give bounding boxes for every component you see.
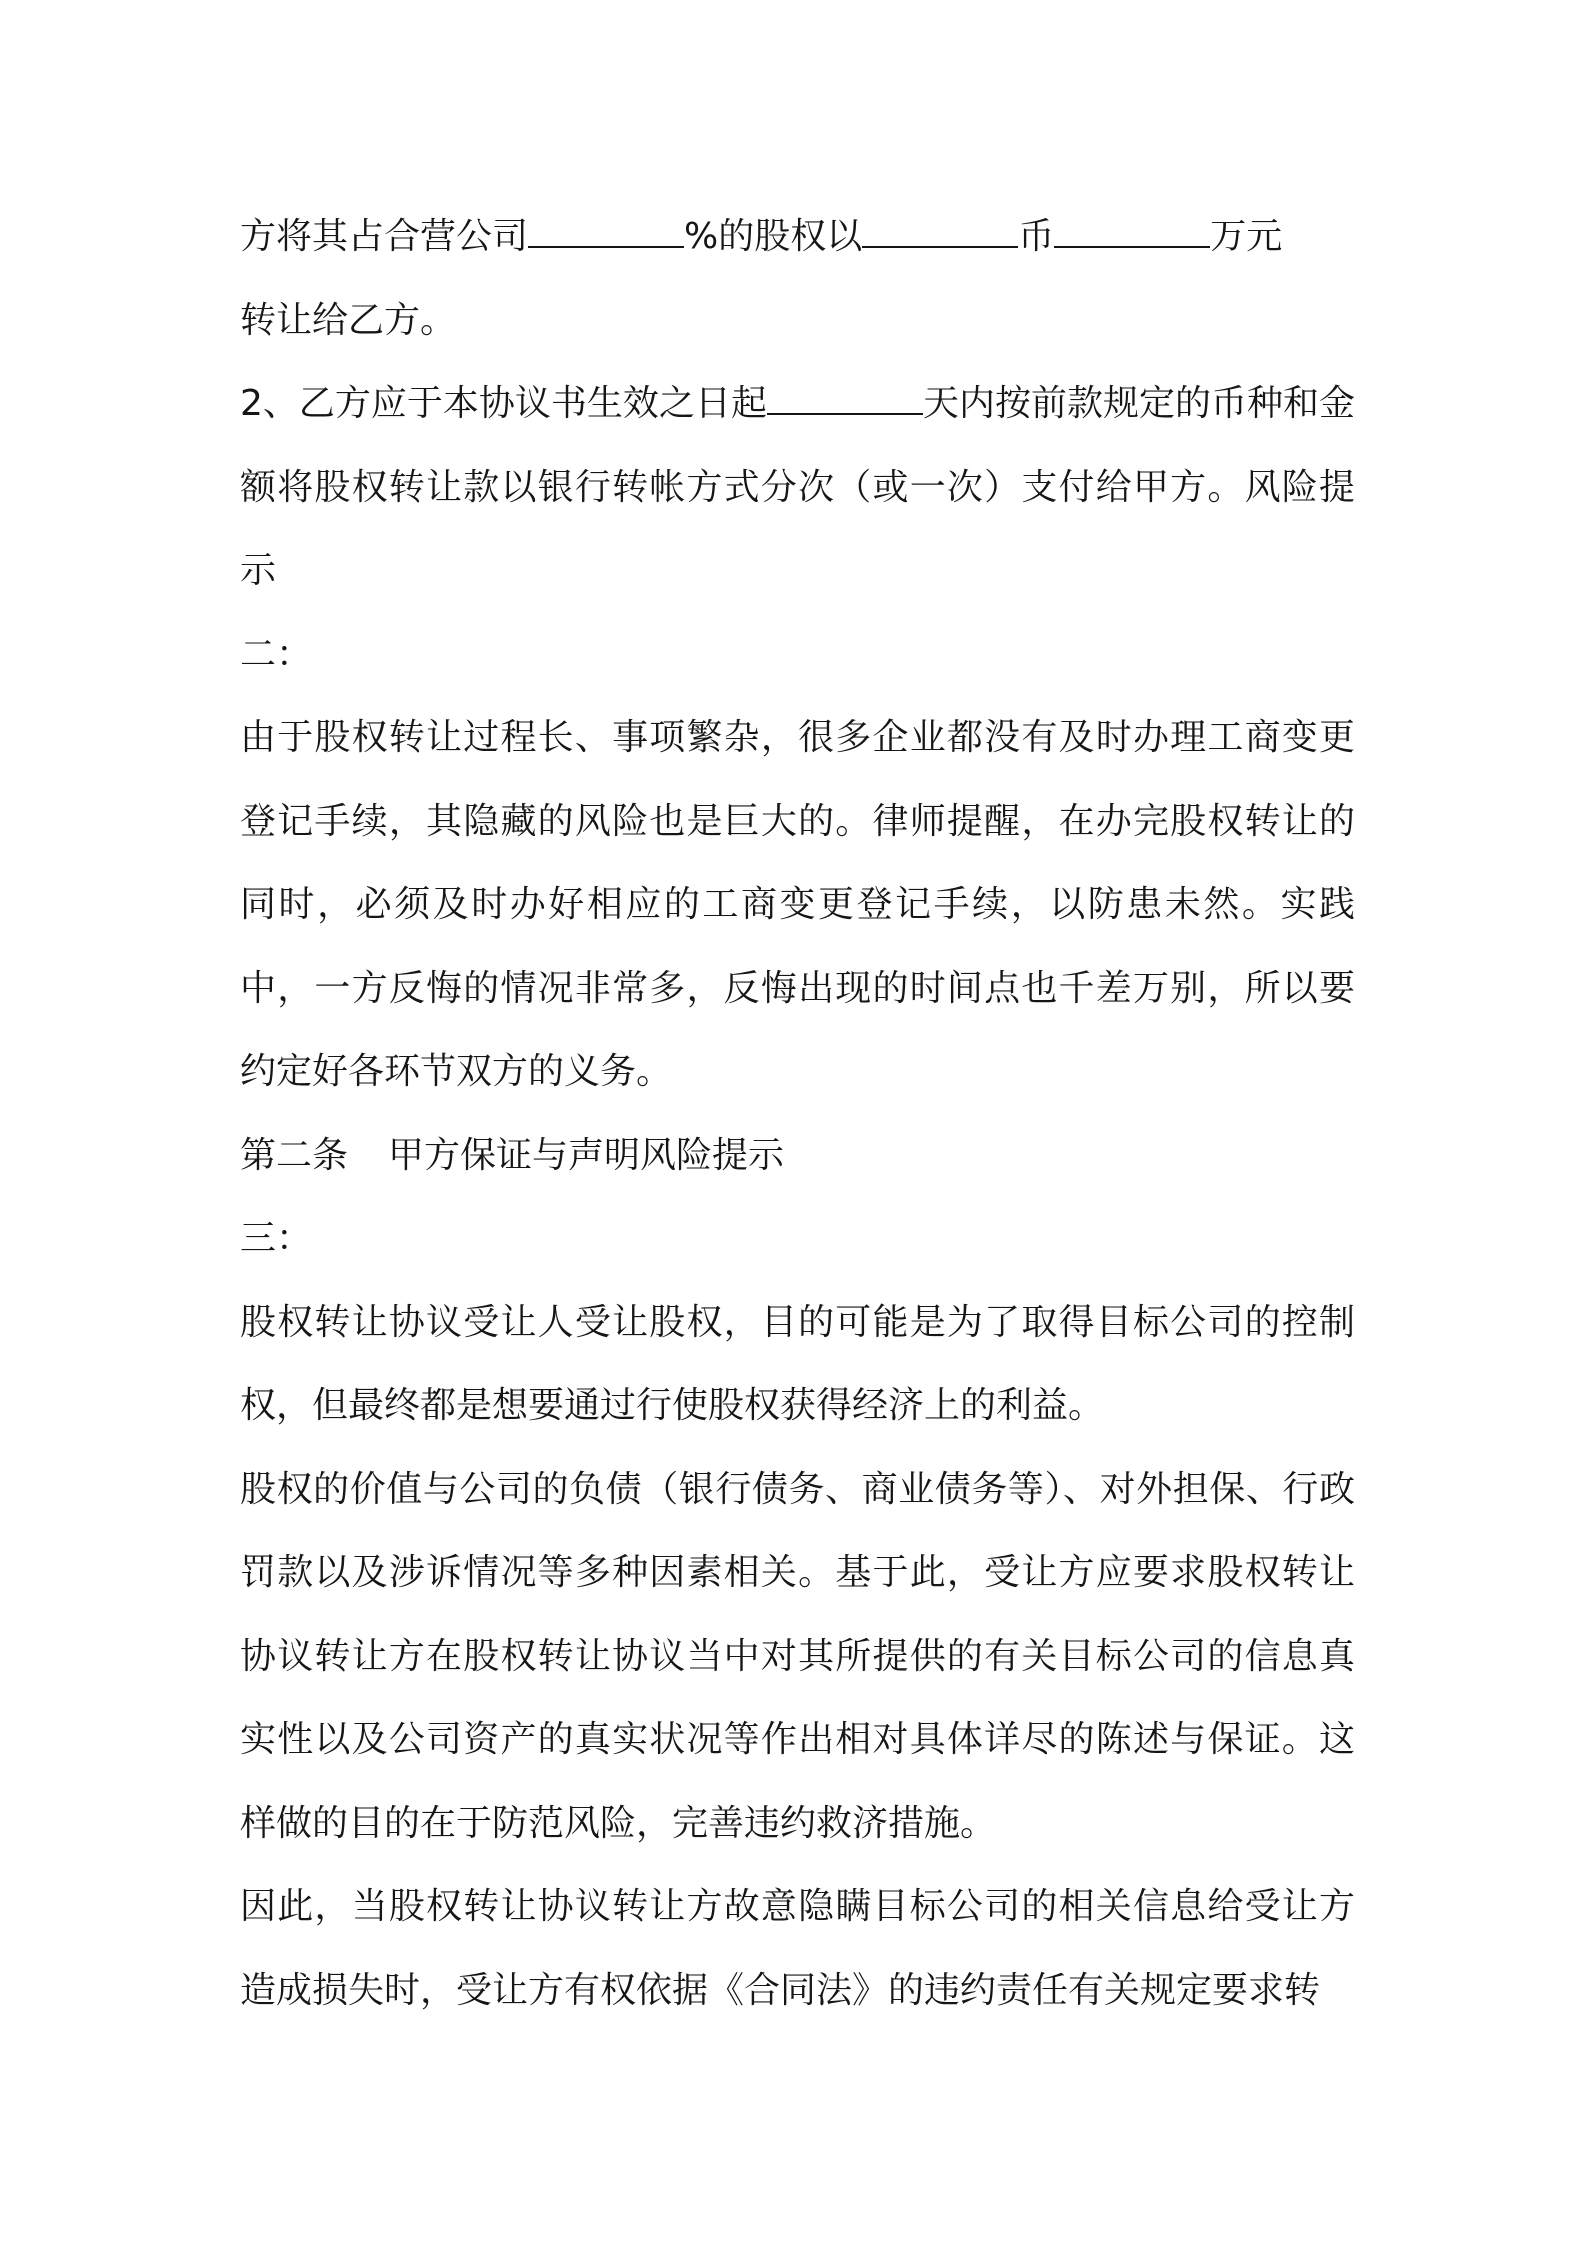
paragraph-5: 股权的价值与公司的负债（银行债务、商业债务等）、对外担保、行政罚款以及涉诉情况等多种因素相关。基于此，受让方应要求股权转让协议转让方在股权转让协议当中对其所提供的有关目标公司的信息真实性以及公司资产的真实状况等作出相对具体详尽的陈述与保证。这样做的目的在于防范风险，完善违约救济措施。 (240, 1468, 1355, 1844)
text-segment: 方将其占合营公司 (240, 216, 529, 257)
text-segment: 万元 (1210, 216, 1283, 257)
paragraph-6: 因此，当股权转让协议转让方故意隐瞒目标公司的相关信息给受让方造成损失时，受让方有权依据《合同法》的违约责任有关规定要求转 (240, 1886, 1355, 2011)
article-number: 第二条 (240, 1134, 349, 1176)
paragraph-1-line-1 (240, 195, 1355, 279)
text-segment: %的股权以 (684, 216, 863, 257)
paragraph-4: 股权转让协议受让人受让股权，目的可能是为了取得目标公司的控制权，但最终都是想要通过行使股权获得经济上的利益。 (240, 1301, 1355, 1426)
paragraph-3: 由于股权转让过程长、事项繁杂，很多企业都没有及时办理工商变更登记手续，其隐藏的风险也是巨大的。律师提醒，在办完股权转让的同时，必须及时办好相应的工商变更登记手续，以防患未然。实践中，一方反悔的情况非常多，反悔出现的时间点也千差万别，所以要约定好各环节双方的义务。 (240, 717, 1355, 1092)
paragraph-1-line-2: 转让给乙方。 (240, 299, 457, 341)
section-heading-3: 三： (240, 1218, 313, 1259)
paragraph-2 (240, 362, 1355, 613)
document-body (240, 195, 1355, 2032)
text-segment: 天内按前款规定的币种和金额将股权转让款以银行转帐方式分次（或一次）支付给甲方。风险提示 (240, 383, 1355, 591)
article-heading (240, 1114, 1355, 1198)
blank-underline (1054, 216, 1210, 248)
blank-underline (862, 216, 1018, 248)
section-heading-2: 二： (240, 633, 313, 675)
text-segment: 2、乙方应于本协议书生效之日起 (240, 383, 767, 424)
blank-underline (767, 383, 923, 415)
article-title: 甲方保证与声明风险提示 (388, 1134, 785, 1176)
blank-underline (528, 216, 684, 248)
text-segment: 币 (1018, 216, 1055, 257)
